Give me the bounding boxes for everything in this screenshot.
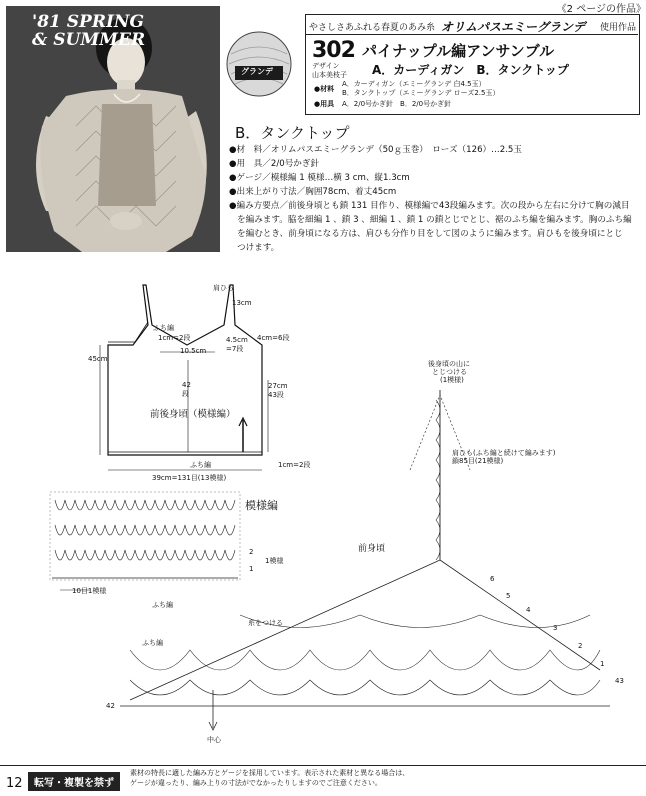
row-number-1: 1	[249, 565, 254, 573]
yarn-ball-image	[225, 26, 293, 98]
yarn-ball-icon	[225, 26, 293, 98]
row-43-label: 43	[615, 677, 624, 685]
designer-label: デザイン	[312, 62, 340, 70]
row-mark: 6	[490, 575, 495, 583]
center-label: 中心	[207, 736, 221, 744]
yarn-join-label: 糸をつける	[248, 619, 283, 627]
pattern-title: パイナップル編アンサンブル	[362, 42, 555, 60]
total-height: 45cm	[88, 355, 108, 363]
materials-label: ●材料	[314, 85, 335, 93]
row-mark: 5	[506, 592, 511, 600]
instruction-line: を編みます。脇を細編 1 、鎖 3 、細編 1 、鎖 1 の鎖とじでとじ、裾のふち編を編みます。胸のふち編	[237, 215, 632, 225]
instruction-line: ●用 具／2/0号かぎ針	[229, 159, 320, 169]
page-reference: 《2 ページの作品》	[556, 4, 646, 15]
instruction-line: ●材 料／オリムパスエミーグランデ（50ｇ玉巻） ローズ（126）…2.5玉	[229, 145, 522, 155]
tools-label: ●用具	[314, 100, 335, 108]
instruction-line: つけます。	[237, 243, 280, 253]
model-photo	[6, 6, 220, 252]
instruction-line: ●編み方要点／前後身頃とも鎖 131 目作り、模様編で43段編みます。次の段から左右に分けて胸の減目	[229, 201, 630, 211]
hem-label: ふち編	[190, 461, 211, 469]
note-top-c: (1模様)	[440, 376, 464, 384]
side-rows: 4cm=6段	[257, 334, 290, 342]
section-title: B．タンクトップ	[235, 124, 350, 142]
brand-name: オリムパスエミーグランデ	[441, 20, 586, 34]
strap-label: 肩ひも	[213, 284, 234, 292]
used-label: 使用作品	[600, 23, 637, 33]
pattern-base: 10目1模様	[72, 587, 107, 595]
copy-notice: 転写・複製を禁ず	[28, 772, 120, 791]
pattern-repeat: 1模様	[265, 557, 284, 565]
edge-rows: 1cm=2段	[158, 334, 191, 342]
stitch-chart	[50, 492, 240, 590]
body-height-a: 27cm	[268, 382, 288, 390]
tagline: やさしさあふれる春夏のあみ糸	[309, 23, 436, 33]
footer-note-1: 素材の特長に適した編み方とゲージを採用しています。表示された素材と異なる場合は、	[130, 769, 410, 777]
photo-title-line-1: '81 SPRING	[32, 12, 144, 32]
row-number-2: 2	[249, 548, 254, 556]
row-mark: 1	[600, 660, 605, 668]
pattern-edge: ふち編	[152, 601, 173, 609]
body-height-b: 43段	[268, 391, 284, 399]
body-rows-b: 段	[182, 390, 189, 398]
front-body-chart	[120, 390, 610, 730]
tools-value: A．2/0号かぎ針 B．2/0号かぎ針	[342, 100, 452, 108]
garment-schematic	[100, 285, 268, 470]
stitch-pattern-title: 模様編	[245, 499, 278, 512]
edge-label-2: ふち編	[142, 639, 163, 647]
photo-title-line-2: & SUMMER	[32, 30, 146, 50]
note-mid-a: 肩ひも(ふち編と続けて編みます)	[452, 449, 556, 457]
row-mark: 2	[578, 642, 583, 650]
row-mark: 3	[553, 624, 558, 632]
width-label: 39cm=131目(13模様)	[152, 474, 227, 482]
page-number: 12	[6, 776, 23, 791]
neck-width: 10.5cm	[180, 347, 207, 355]
instruction-line: ●出来上がり寸法／胸囲78cm、着丈45cm	[229, 187, 397, 197]
note-top-a: 後身頃の山に	[428, 360, 470, 368]
edge-label: ふち編	[153, 324, 174, 332]
designer-name: 山本美枝子	[312, 71, 347, 79]
instruction-line: を編むとき、前身頃になる方は、肩ひも分作り目をして図のように編みます。肩ひもを後身頃にとじ	[237, 229, 623, 239]
footer-note-2: ゲージが違ったり、編み上りの寸法がでなかったりしますのでご注意ください。	[130, 779, 382, 787]
item-number: 302	[312, 38, 355, 63]
material-a: A．カーディガン（エミーグランデ 白4.5玉）	[342, 80, 486, 88]
row-mark: 4	[526, 606, 531, 614]
instructions	[229, 143, 639, 255]
yarn-label: グランデ	[241, 67, 273, 76]
body-rows-a: 42	[182, 381, 191, 389]
pattern-subtitle: A．カーディガン B．タンクトップ	[372, 63, 569, 77]
hem-rows: 1cm=2段	[278, 461, 311, 469]
note-mid-b: 鎖85目(21模様)	[452, 457, 504, 465]
note-top-b: とじつける	[432, 368, 467, 376]
chest-measure-b: =7段	[226, 345, 244, 353]
pattern-diagrams	[0, 260, 646, 760]
instruction-line: ●ゲージ／模様編 1 模様…横 3 cm、縦1.3cm	[229, 173, 410, 183]
chest-measure-a: 4.5cm	[226, 336, 248, 344]
material-b: B．タンクトップ（エミーグランデ ローズ2.5玉）	[342, 89, 500, 97]
body-label: 前後身頃（模様編）	[150, 409, 236, 420]
row-42-label: 42	[106, 702, 115, 710]
front-body-label: 前身頃	[358, 544, 386, 554]
strap-length: 13cm	[232, 299, 252, 307]
